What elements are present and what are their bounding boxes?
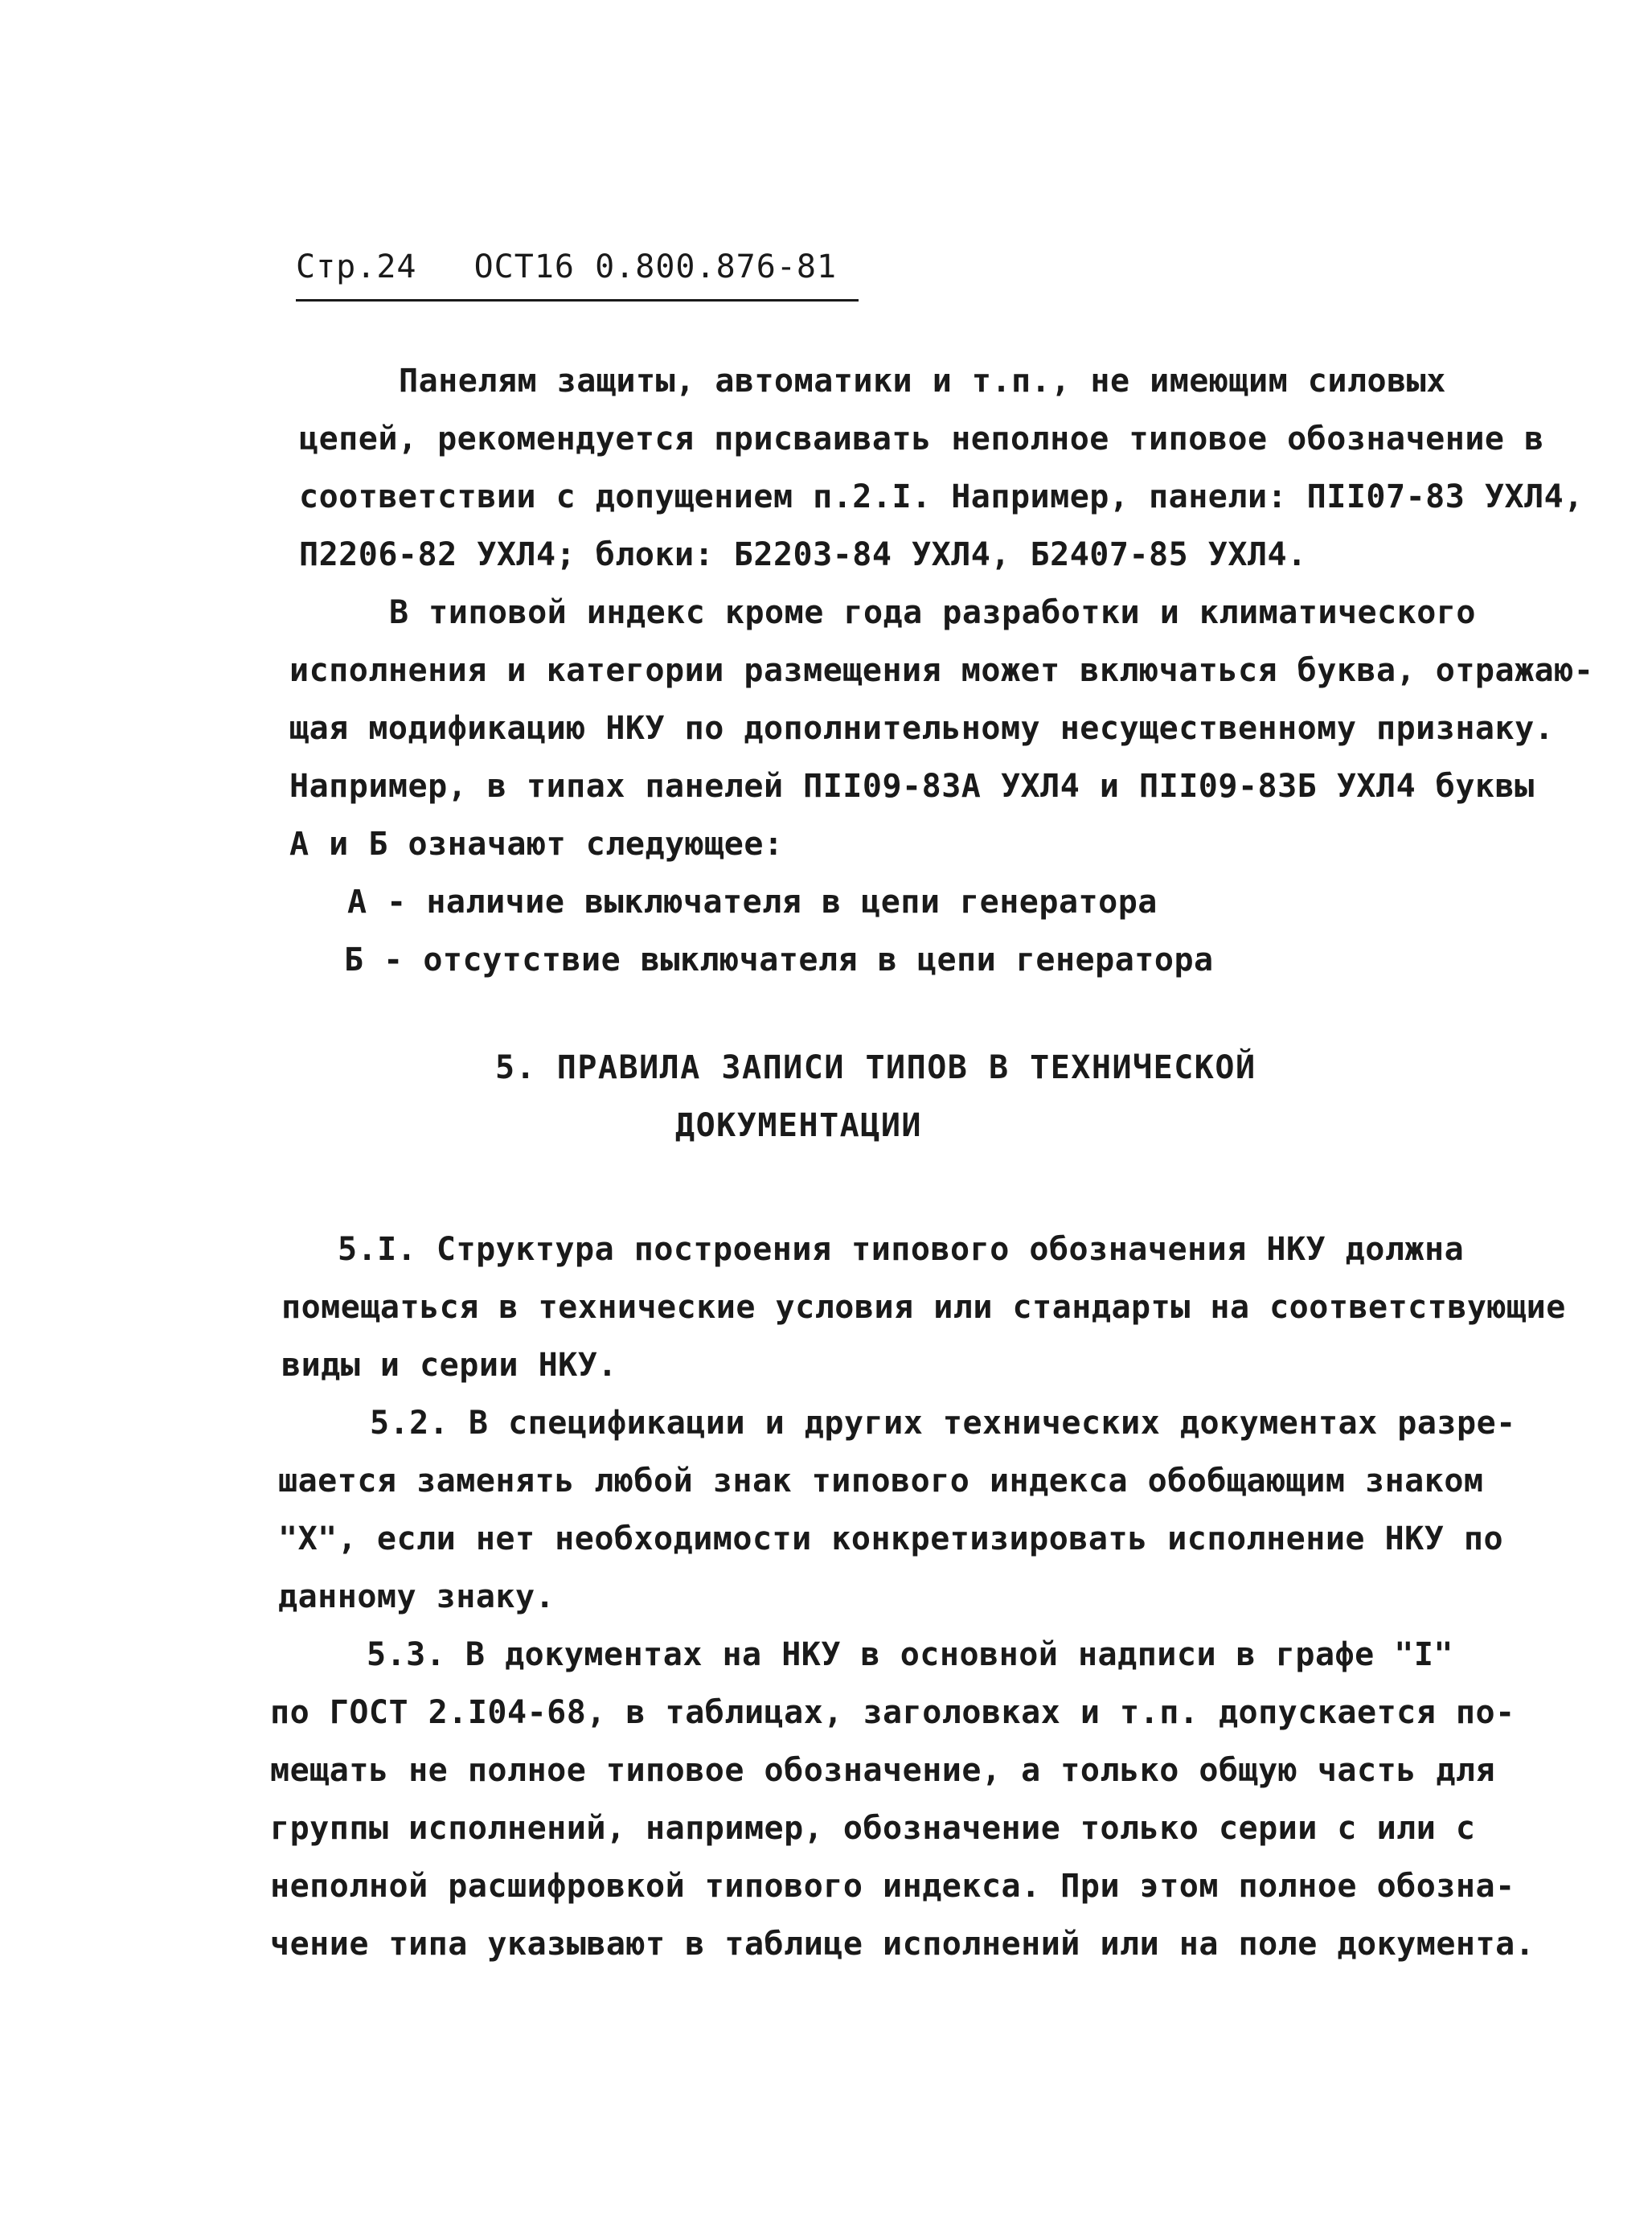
page-header	[296, 243, 859, 302]
text-line: 5.I. Структура построения типового обозначения НКУ должна	[338, 1231, 1465, 1268]
text-line: чение типа указывают в таблице исполнений или на поле документа.	[270, 1926, 1535, 1963]
text-line: цепей, рекомендуется присваивать неполное типовое обозначение в	[299, 421, 1544, 457]
text-line: щая модификацию НКУ по дополнительному несущественному признаку.	[289, 710, 1555, 747]
text-line: неполной расшифровкой типового индекса. При этом полное обозна-	[270, 1868, 1515, 1905]
section-title-line-1: 5. ПРАВИЛА ЗАПИСИ ТИПОВ В ТЕХНИЧЕСКОЙ	[495, 1049, 1256, 1086]
text-line: В типовой индекс кроме года разработки и климатического	[389, 594, 1477, 631]
page-number: Стр.24	[296, 248, 417, 285]
standard-code: ОСТ16 0.800.876-81	[473, 248, 838, 285]
text-line: 5.2. В спецификации и других технических документах разре-	[370, 1405, 1516, 1442]
text-line: П2206-82 УХЛ4; блоки: Б2203-84 УХЛ4, Б2407-85 УХЛ4.	[299, 536, 1307, 573]
section-title-line-2: ДОКУМЕНТАЦИИ	[675, 1107, 922, 1144]
text-line: А и Б означают следующее:	[289, 826, 784, 863]
text-line: данному знаку.	[278, 1578, 555, 1615]
text-line: шается заменять любой знак типового индекса обобщающим знаком	[278, 1463, 1484, 1500]
text-line: Например, в типах панелей ПII09-83А УХЛ4 и ПII09-83Б УХЛ4 буквы	[289, 768, 1535, 805]
list-item: Б - отсутствие выключателя в цепи генератора	[344, 942, 1214, 979]
text-line: исполнения и категории размещения может включаться буква, отражаю-	[289, 652, 1594, 689]
text-line: мещать не полное типовое обозначение, а только общую часть для	[270, 1752, 1496, 1789]
text-line: Панелям защиты, автоматики и т.п., не имеющим силовых	[399, 363, 1446, 400]
text-line: группы исполнений, например, обозначение только серии с или с	[270, 1810, 1476, 1847]
text-line: виды и серии НКУ.	[281, 1347, 617, 1384]
list-item: А - наличие выключателя в цепи генератора	[347, 884, 1158, 921]
text-line: по ГОСТ 2.I04-68, в таблицах, заголовках и т.п. допускается по-	[270, 1694, 1515, 1731]
text-line: соответствии с допущением п.2.I. Например, панели: ПII07-83 УХЛ4,	[299, 478, 1584, 515]
text-line: 5.3. В документах на НКУ в основной надписи в графе "I"	[367, 1636, 1454, 1673]
text-line: помещаться в технические условия или стандарты на соответствующие	[281, 1289, 1566, 1326]
text-line: "Х", если нет необходимости конкретизировать исполнение НКУ по	[278, 1520, 1504, 1557]
